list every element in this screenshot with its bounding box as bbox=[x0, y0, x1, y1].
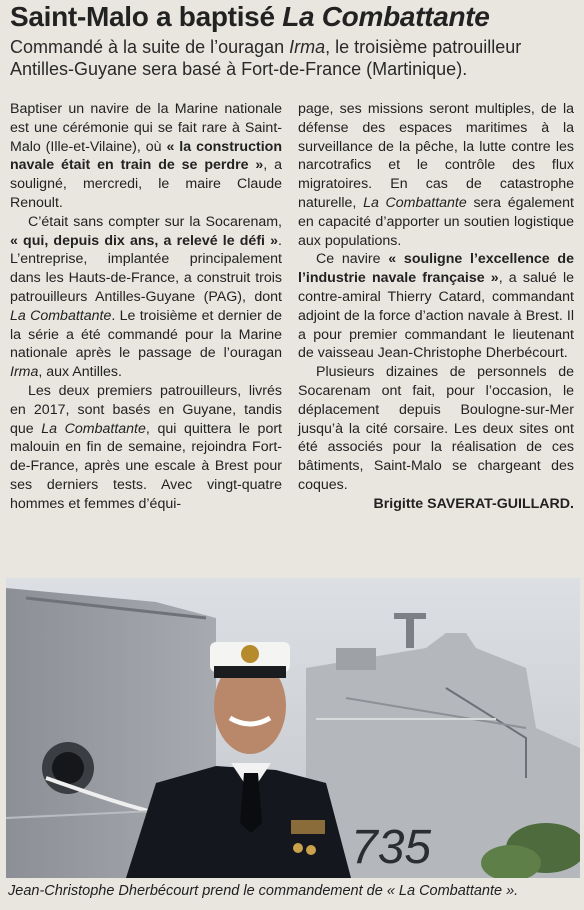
standfirst-part: Commandé à la suite de l’ouragan bbox=[10, 37, 290, 57]
article-photo bbox=[6, 578, 580, 878]
photo-caption: Jean-Christophe Dherbécourt prend le commandement de « La Combattante ». bbox=[8, 883, 519, 899]
paragraph: page, ses missions seront multiples, de la défense des espaces maritimes à la surveillance de la pêche, la lutte contre les narcotrafics et le contrôle des flux migratoires. En cas de catastrophe naturelle, La Combattante sera également en capacité d’apporter un soutien logistique aux populations. bbox=[298, 101, 574, 249]
standfirst-storm-name: Irma bbox=[289, 37, 326, 57]
standfirst-part: , le troisième patrouilleur Antilles-Guyane sera basé à Fort-de-France (Martinique). bbox=[10, 37, 522, 79]
quote: « qui, depuis dix ans, a relevé le défi » bbox=[10, 232, 279, 249]
paragraph: Baptiser un navire de la Marine nationale est une cérémonie qui se fait rare à Saint-Malo (Ille-et-Vilaine), où « la construction navale était en train de se perdre », a souligné, mercredi, le maire Claude Renoult. bbox=[10, 101, 282, 211]
article-column-left bbox=[10, 100, 282, 514]
byline: Brigitte SAVERAT-GUILLARD. bbox=[373, 495, 574, 512]
quote: « souligne l’excellence de l’industrie navale française » bbox=[298, 251, 574, 287]
article-column-right bbox=[298, 100, 574, 514]
hull-number: 735 bbox=[351, 821, 432, 874]
quote: « la construction navale était en train de se perdre » bbox=[10, 138, 282, 174]
paragraph: Plusieurs dizaines de personnels de Socarenam ont fait, pour l’occasion, le déplacement depuis Boulogne-sur-Mer jusqu’à la cité corsaire. Les deux sites ont été associés pour la réalisation de ces bâtiments, Saint-Malo se chargeant des coques. bbox=[298, 364, 574, 493]
headline-text: Saint-Malo a baptisé bbox=[10, 1, 283, 32]
paragraph: Ce navire « souligne l’excellence de l’industrie navale française », a salué le contre-amiral Thierry Catard, commandant adjoint de la force d’action navale à Brest. Il a pour premier commandant le lieutenant de vaisseau Jean-Christophe Dherbécourt. bbox=[298, 251, 574, 362]
tie bbox=[240, 773, 262, 833]
cap-badge-icon bbox=[241, 645, 259, 663]
headline bbox=[10, 0, 580, 34]
paragraph: C’était sans compter sur la Socarenam, « qui, depuis dix ans, a relevé le défi ». L’entreprise, implantée principalement dans les Hauts-de-France, a construit trois patrouilleurs Antilles-Guyane (PAG), dont La Combattante. Le troisième et dernier de la série a été commandé pour la Marine nationale après le passage de l’ouragan Irma, aux Antilles. bbox=[10, 213, 282, 381]
standfirst bbox=[10, 36, 576, 80]
photo-illustration bbox=[6, 578, 580, 878]
paragraph: Les deux premiers patrouilleurs, livrés en 2017, sont basés en Guyane, tandis que La Combattante, qui quittera le port malouin en fin de semaine, rejoindra Fort-de-France, après une escale à Brest pour ses derniers tests. Avec vingt-quatre hommes et femmes d’équi- bbox=[10, 382, 282, 512]
headline-ship-name: La Combattante bbox=[282, 1, 490, 32]
medals bbox=[291, 820, 325, 834]
